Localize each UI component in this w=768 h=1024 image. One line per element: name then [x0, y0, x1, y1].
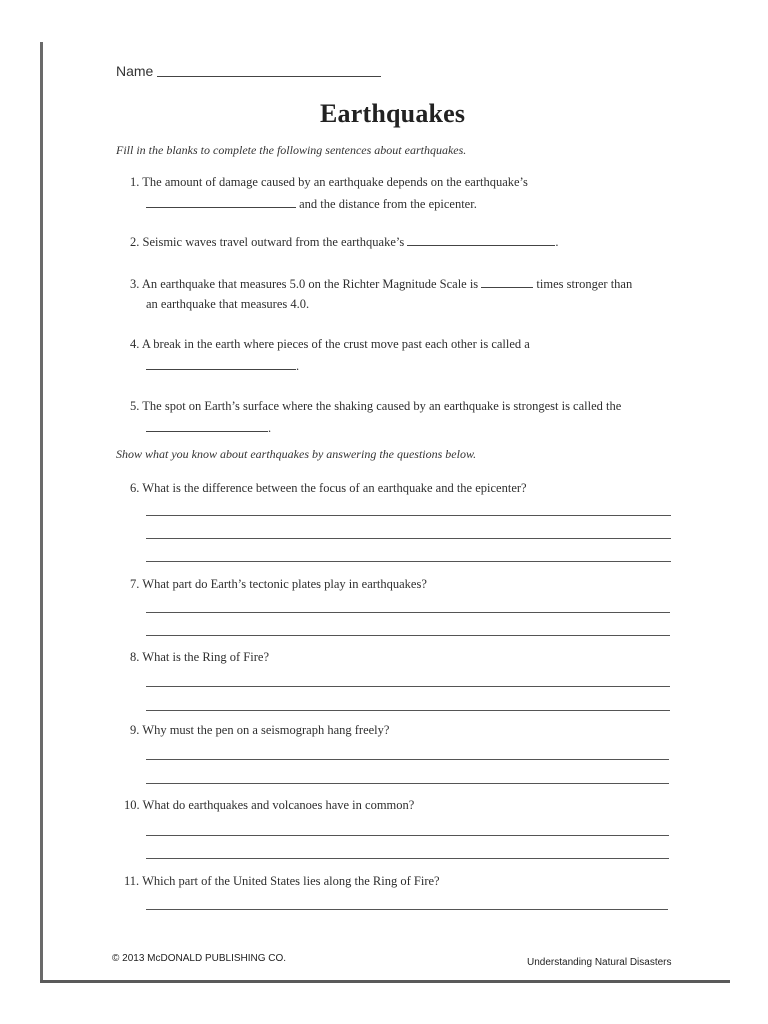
question-number: 10.: [124, 798, 140, 812]
question-text: What is the Ring of Fire?: [142, 650, 269, 664]
question-number: 1.: [130, 175, 140, 189]
question-number: 4.: [130, 337, 140, 351]
answer-line[interactable]: [146, 783, 669, 784]
answer-line[interactable]: [146, 515, 671, 516]
answer-line[interactable]: [146, 759, 669, 760]
book-title: Understanding Natural Disasters: [527, 957, 672, 968]
question-9: [130, 723, 389, 738]
answer-line[interactable]: [146, 858, 669, 859]
question-number: 11.: [124, 874, 140, 888]
question-text: What part do Earth’s tectonic plates play in earthquakes?: [142, 577, 427, 591]
section1-instructions: Fill in the blanks to complete the following sentences about earthquakes.: [116, 143, 467, 157]
question-2: [130, 234, 558, 250]
question-text: The amount of damage caused by an earthquake depends on the earthquake’s: [142, 175, 528, 189]
question-punctuation: .: [555, 235, 559, 249]
question-3: [130, 276, 632, 292]
question-punctuation: .: [296, 359, 300, 373]
question-text: Why must the pen on a seismograph hang freely?: [142, 723, 390, 737]
question-1-line2: [146, 196, 477, 212]
answer-line[interactable]: [146, 612, 670, 613]
question-5: [130, 399, 621, 414]
question-5-line2: [146, 420, 271, 436]
question-10: [124, 798, 414, 813]
answer-line[interactable]: [146, 835, 669, 836]
section2-instructions: Show what you know about earthquakes by answering the questions below.: [116, 447, 477, 461]
question-number: 5.: [130, 399, 140, 413]
blank-answer[interactable]: [146, 420, 268, 432]
blank-answer[interactable]: [407, 234, 555, 246]
blank-answer[interactable]: [146, 196, 296, 208]
question-number: 8.: [130, 650, 140, 664]
question-text: An earthquake that measures 5.0 on the Richter Magnitude Scale is: [141, 277, 479, 291]
question-text: Seismic waves travel outward from the earthquake’s: [142, 235, 405, 249]
question-4: [130, 337, 530, 352]
scan-edge-left: [40, 42, 43, 982]
page-title: Earthquakes: [320, 99, 466, 128]
question-1: [130, 175, 528, 190]
question-text: Which part of the United States lies along the Ring of Fire?: [142, 874, 440, 888]
question-number: 6.: [130, 481, 140, 495]
question-number: 9.: [130, 723, 140, 737]
answer-line[interactable]: [146, 538, 671, 539]
answer-line[interactable]: [146, 561, 671, 562]
name-label: Name: [116, 63, 154, 79]
name-field[interactable]: [157, 76, 381, 77]
question-4-line2: [146, 358, 299, 374]
question-text: times stronger than: [536, 277, 633, 291]
question-3-line2: an earthquake that measures 4.0.: [146, 297, 310, 311]
blank-answer[interactable]: [481, 276, 533, 288]
copyright-notice: © 2013 McDONALD PUBLISHING CO.: [112, 953, 287, 964]
answer-line[interactable]: [146, 710, 670, 711]
answer-line[interactable]: [146, 686, 670, 687]
answer-line[interactable]: [146, 909, 668, 910]
question-6: [130, 481, 527, 496]
scan-edge-bottom: [40, 980, 730, 983]
question-7: [130, 577, 427, 592]
question-number: 3.: [130, 277, 140, 291]
question-punctuation: .: [268, 421, 272, 435]
question-number: 7.: [130, 577, 140, 591]
question-text: What do earthquakes and volcanoes have in common?: [142, 798, 415, 812]
question-8: [130, 650, 269, 665]
question-11: [124, 874, 440, 889]
question-text: The spot on Earth’s surface where the shaking caused by an earthquake is strongest is called the: [142, 399, 622, 413]
question-text: What is the difference between the focus of an earthquake and the epicenter?: [142, 481, 527, 495]
question-number: 2.: [130, 235, 140, 249]
question-text: A break in the earth where pieces of the crust move past each other is called a: [141, 337, 530, 351]
blank-answer[interactable]: [146, 358, 296, 370]
question-text: and the distance from the epicenter.: [299, 197, 477, 211]
answer-line[interactable]: [146, 635, 670, 636]
